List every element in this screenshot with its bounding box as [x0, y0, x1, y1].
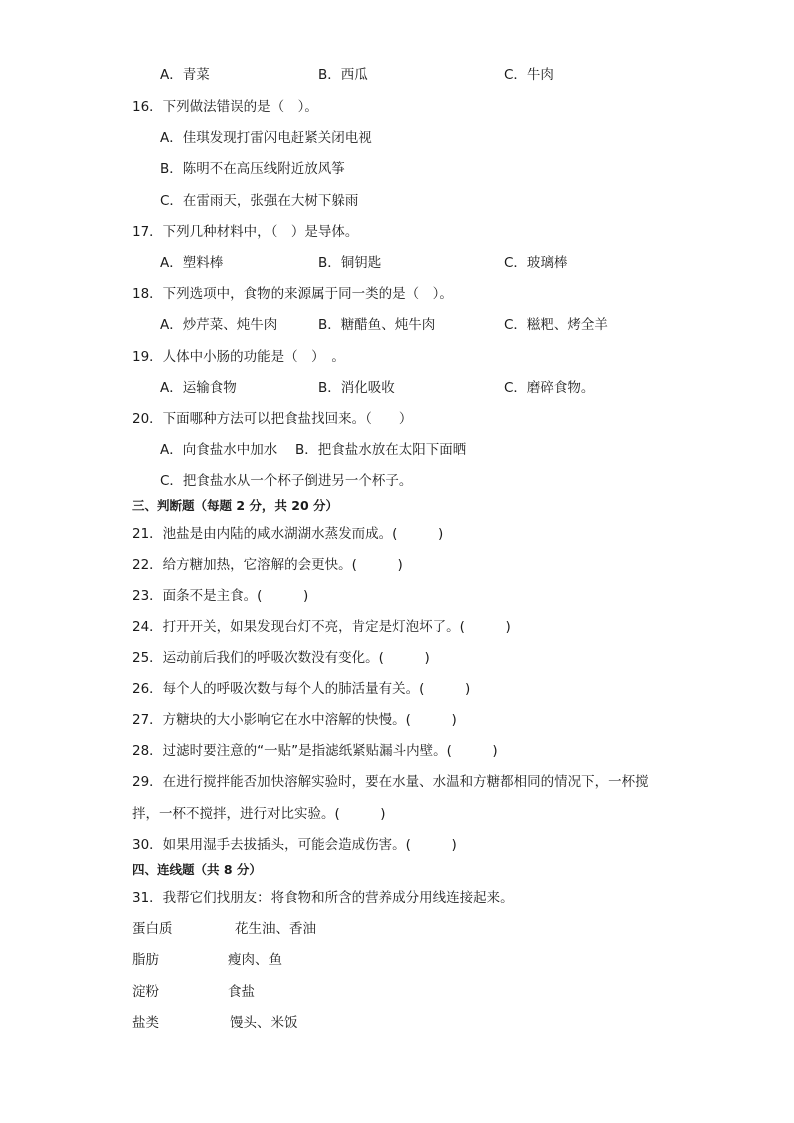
q18-stem: 18．下列选项中，食物的来源属于同一类的是（ ）。	[132, 286, 453, 302]
q17-stem: 17．下列几种材料中，（ ）是导体。	[132, 224, 359, 240]
q16-option-a: A．佳琪发现打雷闪电赶紧关闭电视	[160, 130, 372, 146]
judgment-item: 27．方糖块的大小影响它在水中溶解的快慢。( )	[132, 712, 457, 728]
q16-stem: 16．下列做法错误的是（ ）。	[132, 99, 318, 115]
q20-stem: 20．下面哪种方法可以把食盐找回来。（ ）	[132, 411, 413, 427]
judgment-item: 24．打开开关，如果发现台灯不亮，肯定是灯泡坏了。( )	[132, 619, 511, 635]
judgment-item: 26．每个人的呼吸次数与每个人的肺活量有关。( )	[132, 681, 471, 697]
judgment-item: 29．在进行搅拌能否加快溶解实验时，要在水量、水温和方糖都相同的情况下，一杯搅	[132, 774, 649, 790]
q20-options-ab: A．向食盐水中加水 B．把食盐水放在太阳下面晒	[160, 442, 467, 458]
q16-option-b: B．陈明不在高压线附近放风筝	[160, 161, 345, 177]
q15-option-b: B．西瓜	[318, 67, 368, 83]
q31-stem: 31．我帮它们找朋友：将食物和所含的营养成分用线连接起来。	[132, 890, 514, 906]
q15-option-a: A．青菜	[160, 67, 210, 83]
matching-right-item: 食盐	[228, 984, 255, 1000]
matching-left-item: 脂肪	[132, 952, 159, 968]
q15-option-c: C．牛肉	[504, 67, 554, 83]
judgment-item: 23．面条不是主食。( )	[132, 588, 309, 604]
q20-option-c: C．把食盐水从一个杯子倒进另一个杯子。	[160, 473, 413, 489]
q19-option-c: C．磨碎食物。	[504, 380, 595, 396]
judgment-item: 22．给方糖加热，它溶解的会更快。( )	[132, 557, 403, 573]
judgment-item: 21．池盐是由内陆的咸水湖湖水蒸发而成。( )	[132, 526, 444, 542]
judgment-item: 28．过滤时要注意的“一贴”是指滤纸紧贴漏斗内壁。( )	[132, 743, 498, 759]
q19-stem: 19．人体中小肠的功能是（ ） 。	[132, 349, 345, 365]
judgment-item: 30．如果用湿手去拔插头，可能会造成伤害。( )	[132, 837, 457, 853]
matching-left-item: 淀粉	[132, 984, 159, 1000]
q16-option-c: C．在雷雨天，张强在大树下躲雨	[160, 193, 359, 209]
q17-option-a: A．塑料棒	[160, 255, 224, 271]
matching-right-item: 花生油、香油	[235, 921, 316, 937]
q19-option-b: B．消化吸收	[318, 380, 395, 396]
q18-option-a: A．炒芹菜、炖牛肉	[160, 317, 278, 333]
matching-left-item: 盐类	[132, 1015, 159, 1031]
section4-title: 四、连线题（共 8 分）	[132, 862, 262, 877]
q17-option-b: B．铜钥匙	[318, 255, 382, 271]
matching-left-item: 蛋白质	[132, 921, 173, 937]
judgment-item: 25．运动前后我们的呼吸次数没有变化。( )	[132, 650, 430, 666]
section3-title: 三、判断题（每题 2 分，共 20 分）	[132, 498, 339, 513]
q18-option-b: B．糖醋鱼、炖牛肉	[318, 317, 436, 333]
matching-right-item: 瘦肉、鱼	[228, 952, 282, 968]
q19-option-a: A．运输食物	[160, 380, 237, 396]
q17-option-c: C．玻璃棒	[504, 255, 568, 271]
q18-option-c: C．糍粑、烤全羊	[504, 317, 608, 333]
judgment-item-continued: 拌，一杯不搅拌，进行对比实验。( )	[132, 806, 386, 822]
matching-right-item: 馒头、米饭	[230, 1015, 298, 1031]
